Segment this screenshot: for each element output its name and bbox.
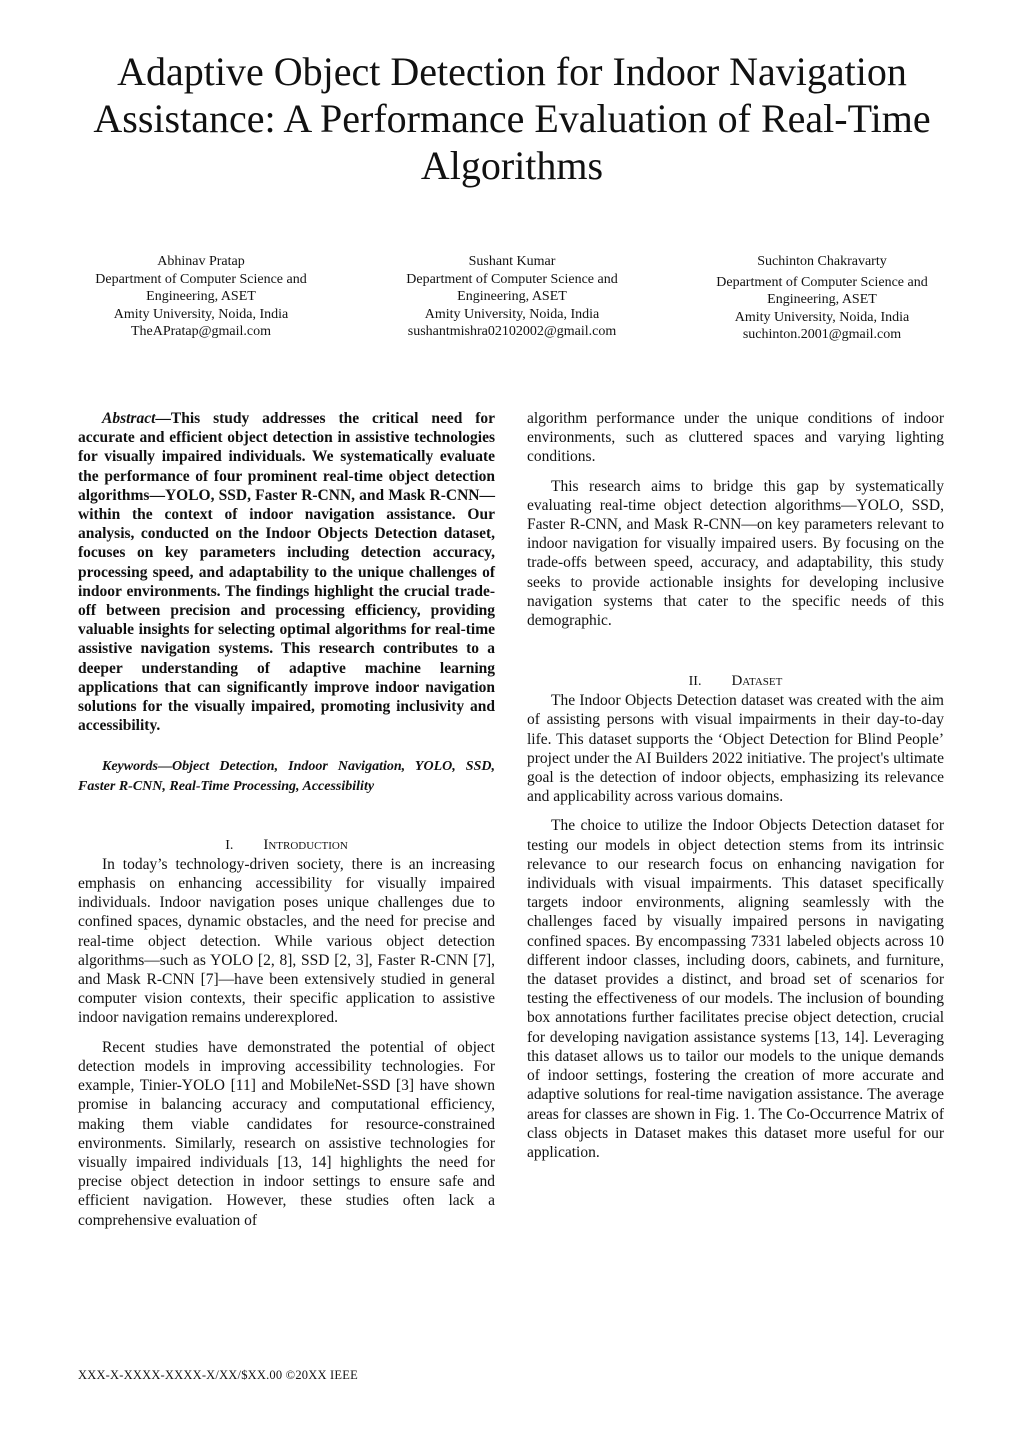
paragraph: This research aims to bridge this gap by systematically evaluating real-time object detection algorithms—YOLO, SSD, Faster R-CNN, and Mask R-CNN—on key parameters relevant to indoor navigation for visually impaired users. By focusing on the trade-offs between speed, accuracy, and adaptability, this study seeks to provide actionable insights for developing inclusive navigation systems that cater to the specific needs of this demographic.: [527, 477, 944, 630]
paper-title: Adaptive Object Detection for Indoor Navigation Assistance: A Performance Evaluation of Real-Time Algorithms: [93, 49, 931, 188]
paragraph: Recent studies have demonstrated the potential of object detection models in improving accessibility technologies. For example, Tinier-YOLO [11] and MobileNet-SSD [3] have shown promise in balancing accuracy and computational efficiency, making them viable candidates for resource-constrained environments. Similarly, research on assistive technologies for visually impaired individuals [13, 14] highlights the need for precise object detection in indoor settings to ensure safe and efficient navigation. However, these studies often lack a comprehensive evaluation of: [78, 1038, 495, 1229]
abstract: [78, 409, 495, 735]
author-department: Department of Computer Science and: [95, 271, 307, 287]
paragraph: The Indoor Objects Detection dataset was created with the aim of assisting persons with visual impairments in their day-to-day life. This dataset supports the ‘Object Detection for Blind People’ project under the AI Builders 2022 initiative. The project's ultimate goal is the detection of indoor objects, emphasizing its relevance and applicability across various domains.: [527, 692, 944, 806]
right-column: [527, 409, 944, 1162]
copyright-footer: XXX-X-XXXX-XXXX-X/XX/$XX.00 ©20XX IEEE: [78, 1368, 358, 1382]
author-department: Engineering, ASET: [457, 289, 567, 305]
author-affiliation: Amity University, Noida, India: [113, 306, 289, 322]
section-number: I.: [225, 837, 234, 853]
author-email: TheAPratap@gmail.com: [130, 324, 272, 340]
section-name: Introduction: [263, 836, 348, 853]
author-affiliation: Amity University, Noida, India: [734, 309, 910, 325]
keywords-label: Keywords: [102, 759, 158, 775]
author-email: suchinton.2001@gmail.com: [742, 327, 902, 343]
author-name: Sushant Kumar: [468, 254, 556, 269]
paragraph: The choice to utilize the Indoor Objects Detection dataset for testing our models in object detection stems from its intrinsic relevance to our research focus on enhancing navigation for individuals with visual impairments. This dataset specifically targets indoor environments, aligning seamlessly with the challenges faced by visually impaired persons in navigating confined spaces. By encompassing 7331 labeled objects across 10 different indoor classes, including doors, cabinets, and furniture, the dataset provides a distinct, and broad set of scenarios for testing the effectiveness of our models. The inclusion of bounding box annotations further facilitates precise object detection, crucial for developing navigation assistance systems [13, 14]. Leveraging this dataset allows us to tailor our models to the unique demands of indoor settings, fostering the creation of more accurate and adaptive solutions for real-time navigation assistance. The average areas for classes are shown in Fig. 1. The Co-Occurrence Matrix of class objects in Dataset makes this dataset more useful for our application.: [527, 817, 944, 1161]
section-heading-dataset: [527, 672, 944, 691]
section-name: Dataset: [731, 673, 783, 690]
paragraph: In today’s technology-driven society, there is an increasing emphasis on enhancing accessibility for visually impaired individuals. Indoor navigation poses unique challenges due to confined spaces, dynamic obstacles, and the need for precise and real-time object detection. While various object detection algorithms—such as YOLO [2, 8], SSD [2, 3], Faster R-CNN [7], and Mask R-CNN [7]—have been extensively studied in general computer vision contexts, their specific application to assistive indoor navigation remains underexplored.: [78, 855, 495, 1027]
author-department: Department of Computer Science and: [406, 271, 618, 287]
author-block-1: [66, 253, 336, 341]
abstract-label: Abstract: [102, 410, 156, 427]
author-department: Engineering, ASET: [767, 292, 877, 308]
abstract-text: —This study addresses the critical need for accurate and efficient object detection in assistive technologies for visually impaired individuals. We systematically evaluate the performance of four prominent real-time object detection algorithms—YOLO, SSD, Faster R-CNN, and Mask R-CNN—within the context of indoor navigation assistance. Our analysis, conducted on the Indoor Objects Detection dataset, focuses on key parameters including detection accuracy, processing speed, and adaptability to the unique challenges of indoor environments. The findings highlight the crucial trade-off between precision and processing efficiency, providing valuable insights for selecting optimal algorithms for real-time assistive navigation systems. This research contributes to a deeper understanding of adaptive machine learning applications that can significantly improve indoor navigation solutions for the visually impaired, promoting inclusivity and accessibility.: [78, 410, 495, 735]
paragraph: algorithm performance under the unique conditions of indoor environments, such as cluttered spaces and varying lighting conditions.: [527, 410, 944, 466]
author-block-3: [687, 253, 957, 344]
author-name: Suchinton Chakravarty: [757, 254, 887, 269]
author-name: Abhinav Pratap: [157, 254, 245, 269]
section-number: II.: [688, 674, 702, 690]
author-department: Engineering, ASET: [146, 289, 256, 305]
section-heading-introduction: [78, 836, 495, 855]
author-block-2: [377, 253, 647, 341]
keywords-text: —Object Detection, Indoor Navigation, YOLO, SSD, Faster R-CNN, Real-Time Processing, Accessibility: [78, 759, 495, 794]
author-department: Department of Computer Science and: [716, 274, 928, 290]
author-affiliation: Amity University, Noida, India: [424, 306, 600, 322]
author-email: sushantmishra02102002@gmail.com: [407, 324, 617, 340]
keywords: [78, 757, 495, 795]
left-column: [78, 409, 495, 1230]
